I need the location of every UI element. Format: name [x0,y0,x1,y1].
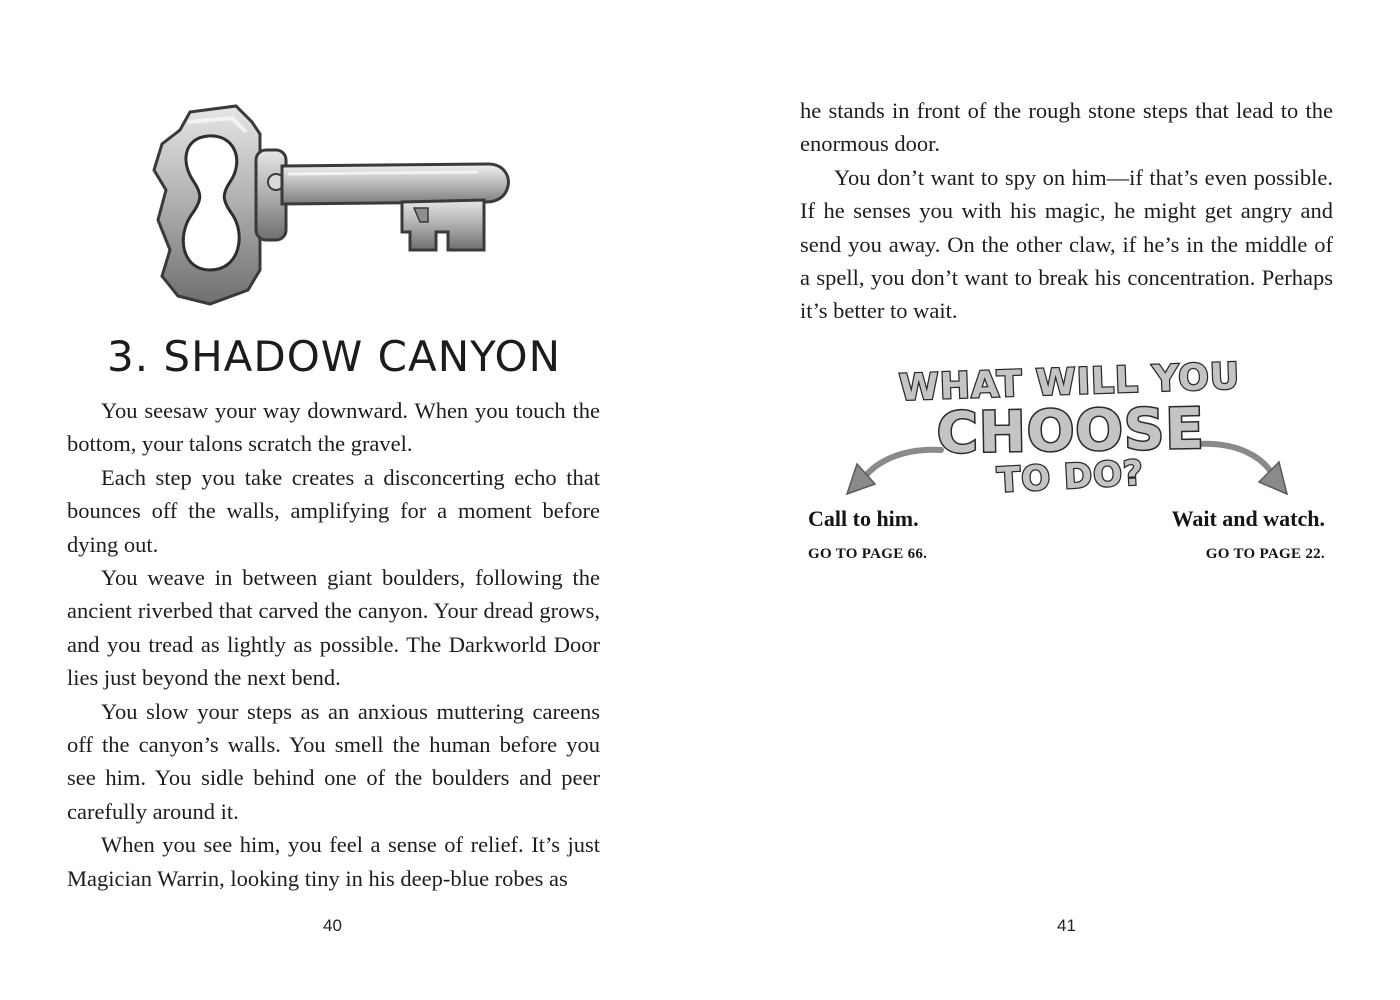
choice-heading-line2: CHOOSE [936,396,1206,467]
right-page [700,0,1400,1000]
left-page-body [67,394,600,895]
arrow-left-icon [861,450,941,482]
right-page-body [800,94,1333,328]
paragraph: You don’t want to spy on him—if that’s even possible. If he senses you with his magic, he might get angry and send you away. On the other claw, if he’s in the middle of a spell, you don’t want to break his concentration. Perhaps it’s better to wait. [800,164,1333,324]
choice-heading-line1: WHAT WILL YOU [898,356,1241,409]
page-number: 41 [1057,916,1076,935]
choice-heading-line3: TO DO? [996,453,1145,501]
paragraph: You slow your steps as an anxious muttering careens off the canyon’s walls. You smell the human before you see him. You sidle behind one of the boulders and peer carefully around it. [67,698,600,824]
arrow-right-icon [1197,444,1275,478]
paragraph: Each step you take creates a disconcerting echo that bounces off the walls, amplifying for a moment before dying out. [67,464,600,557]
choice-goto-link[interactable]: GO TO PAGE 66. [808,546,928,562]
chapter-title: 3. SHADOW CANYON [107,332,561,381]
paragraph: he stands in front of the rough stone steps that lead to the enormous door. [800,98,1333,157]
paragraph: You seesaw your way downward. When you touch the bottom, your talons scratch the gravel. [67,398,600,457]
choice-banner [845,352,1295,507]
choice-goto-link[interactable]: GO TO PAGE 22. [1205,546,1325,562]
key-icon [148,100,518,310]
paragraph: When you see him, you feel a sense of relief. It’s just Magician Warrin, looking tiny in his deep-blue robes as [67,832,600,891]
choice-label: Call to him. [808,506,919,531]
choice-wait-and-watch[interactable] [1172,504,1325,563]
page-number: 40 [323,916,342,935]
choice-label: Wait and watch. [1171,506,1325,531]
paragraph: You weave in between giant boulders, following the ancient riverbed that carved the canyon. Your dread grows, and you tread as lightly as possible. The Darkworld Door lies just beyond the next bend. [67,565,600,691]
choice-call-to-him[interactable] [808,504,927,563]
